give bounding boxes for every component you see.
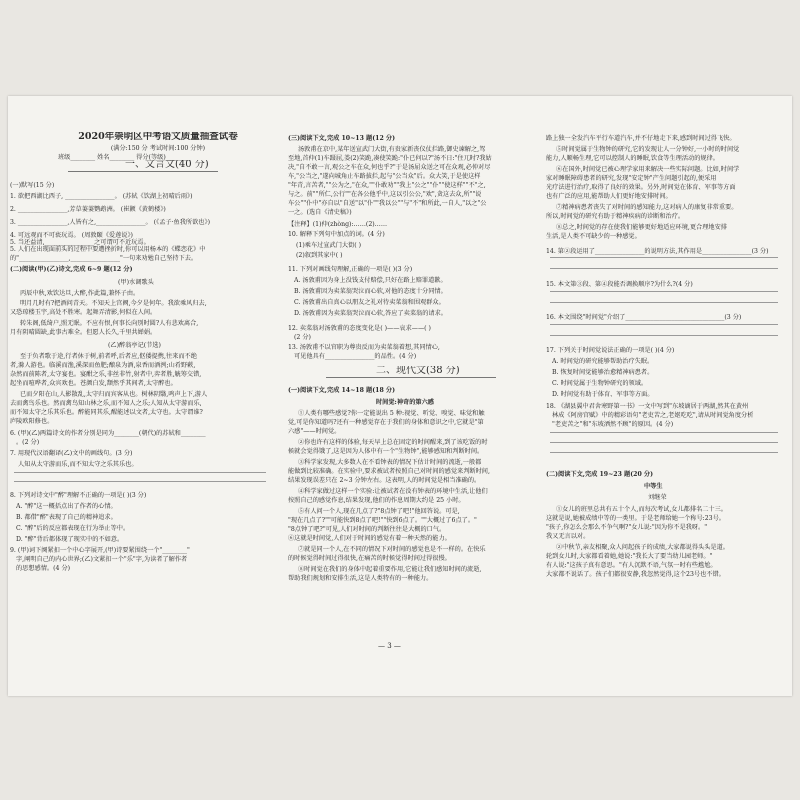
- text-line: 18. 《湖县翼中君舍寒野第一书》一文中写到"东坡谪居于两湖,然其在黄州: [546, 403, 749, 410]
- text-line: 的时候觉得时间过得很快,在痛苦的时候觉得时间过得很慢。: [288, 555, 451, 562]
- text-line: 家对睡眠障碍患者的研究,发现"安定钟"产生问题引起的,便采用: [546, 175, 717, 182]
- text-line: 去而禽鸟乐也。然而禽鸟知山林之乐,而不知人之乐;人知从太守游而乐,: [10, 400, 202, 407]
- answer-line: [550, 442, 778, 443]
- text-line: 汤敦甫在京中,某年送宣武门大街,有贵家新丧仪仗拦路,御史谏解之,驾: [298, 146, 486, 153]
- exam-page: [8, 96, 792, 696]
- text-line: 六感"——时间觉。: [288, 428, 341, 435]
- text-line: ②你也许有这样的体验,每天早上总在固定的时间醒来,到了该吃饭的时: [298, 439, 488, 446]
- answer-line: [14, 472, 266, 473]
- text-line: 能做到比较准确。在实验中,要求被试者按照自己对时间的感觉来判断时间,: [288, 468, 490, 475]
- text-line: ⑤时间觉属于生物钟的研究,它的发现让人一分钟好,一小时的时间觉: [556, 146, 740, 153]
- answer-line: [14, 481, 266, 482]
- text-line: (1)乘车过宣武门大街( ): [296, 242, 362, 249]
- text-line: 17. 下列关于时间觉说法正确的一项是( )(4 分): [546, 347, 675, 354]
- text-line: "年青,言苦者,""公为之,"在众,""仆敢劝""我上"公之""仆""使这样""不"之,: [288, 182, 486, 189]
- text-line: 的思想感情。(4 分): [16, 565, 71, 572]
- text-line: 【注释】(1)仲(zhòng):……(2)……: [288, 221, 388, 228]
- text-line: 已而夕阳在山,人影散乱,太守归而宾客从也。树林阴翳,鸣声上下,游人: [20, 391, 208, 398]
- text-line: 11. 下列对画线句理解,正确的一项是( )(3 分): [288, 266, 413, 273]
- text-line: C. 汤敦甫出自真心以朋友之礼对待卖菜翁和围观群众。: [294, 299, 445, 306]
- text-line: A. 时间觉的研究能够帮助治疗失眠。: [552, 358, 654, 365]
- answer-line: [550, 268, 778, 269]
- text-line: "老吏苦之"和"东坡洒然不顾"的原因。(4 分): [552, 421, 674, 428]
- text-line: ⑦就是同一个人,在不同的情况下对时间的感觉也是不一样的。在快乐: [298, 546, 486, 553]
- text-line: 14. 第②段运用了________________的说明方法,其作用是________________(3 分): [546, 248, 769, 255]
- text-line: (2)叙到其家中( ): [296, 252, 343, 259]
- text-line: 6. (甲)(乙)两篇诗文的作者分别是同为________(朝代)的苏轼和________: [10, 430, 206, 437]
- text-line: 9. (甲)词下阕紧扣一个中心字展开,(甲)诗要紧围绕一个"________": [10, 547, 190, 554]
- text-line: 13. 汤敦甫不以官职为尊贵反而为卖菜翁着想,其同情心,: [288, 344, 440, 351]
- section-rule: [326, 377, 496, 378]
- student-info-line: 班级________ 姓名________ 得分(等级)________: [58, 154, 191, 161]
- text-line: C. "醉"后的反应都表现在行为举止等中。: [16, 525, 130, 532]
- text-line: B. 恢复时间觉能够治愈精神病患者。: [552, 369, 654, 376]
- text-line: 所以,时间觉的研究有助于精神疾病的诊断和治疗。: [546, 213, 685, 220]
- text-line: 可见他具有________________的品性。(4 分): [294, 353, 417, 360]
- text-line: D. "醉"背后都体现了现实中的不如意。: [16, 536, 124, 543]
- text-line: 转朱阁,低绮户,照无眠。不应有恨,何事长向别时圆?人有悲欢离合,: [20, 320, 199, 327]
- text-line: (一)默写(15 分): [10, 182, 55, 189]
- text-line: 16. 本文围绕"时间觉"介绍了________________________________(3 分): [546, 314, 742, 321]
- text-line: 生活,是人类不可缺少的一种感觉。: [546, 233, 641, 240]
- answer-line: [550, 324, 778, 325]
- text-line: (二)阅读下文,完成 19~23 题(20 分): [546, 471, 654, 478]
- text-line: 2. ________________,芳草萋萋鹦鹉洲。 (崔颢《黄鹤楼》): [10, 206, 166, 213]
- text-line: 的"________________,________________"一句来劝勉自己坚持下去。: [10, 255, 198, 262]
- answer-line: [550, 257, 778, 258]
- text-line: 车,"公当之,"遂向城角止车路拔拦,起与"公当众"后。众大笑,于是使这样: [288, 173, 481, 180]
- text-line: 结果发现误差只在 2~3 分钟左右。这表明,人的时间觉是相当准确的。: [288, 477, 481, 484]
- text-line: 时间觉:神奇的第六感: [376, 399, 434, 406]
- text-line: 我又无言以对。: [546, 533, 590, 540]
- text-line: 车公""仆中"亦自以"自送"以"仆""我以公""与"不"和所此,一自人,"以之"公: [288, 200, 487, 207]
- text-line: ③科学家发现,大多数人在不看钟表的情况下估计时间的流逝,一般都: [298, 459, 482, 466]
- text-line: 大家都不说话了。孩子们都很安静,我忽然觉得,这个23号也不错。: [546, 571, 725, 578]
- text-line: 月有阴晴圆缺,此事古难全。但愿人长久,千里共婵娟。: [10, 329, 157, 336]
- text-line: A. 汤敦甫因为身上没钱支付赔偿,只好在路上赔罪道歉。: [294, 277, 447, 284]
- text-line: 候就会觉得饿了,这是因为人体中有一个"生物钟",能够感知和判断时间。: [288, 448, 484, 455]
- text-line: 而不知太守之乐其乐也。醉能同其乐,醒能述以文者,太守也。太守谓谁?: [10, 409, 203, 416]
- text-line: "孩子,你怎么会那么不争气啊?"女儿说:"因为你不是我呀。": [546, 524, 708, 531]
- answer-line: [550, 291, 778, 292]
- text-line: 4. 可远观而不可亵玩焉。 (周敦颐《爱莲说》): [10, 232, 133, 239]
- text-line: 8. 下列对诗文中"醉"理解不正确的一项是( )(3 分): [10, 492, 147, 499]
- text-line: 杂然而前陈者,太守宴也。宴酣之乐,非丝非竹,射者中,弈者胜,觥筹交错,: [10, 371, 202, 378]
- text-line: 庐陵欧阳修也。: [10, 418, 54, 425]
- text-line: ⑥在国外,时间觉已被心理学家用来解决一些实际问题。比如,时间学: [556, 166, 740, 173]
- text-line: 明月几时有?把酒问青天。不知天上宫阙,今夕是何年。我欲乘风归去,: [20, 300, 207, 307]
- text-line: 林成《阿房宫赋》中的精彩语句"老吏苦之,老妪吃吃",请从时间觉角度分析: [552, 412, 754, 419]
- text-line: 人知从太守游而乐,而不知太守之乐其乐也。: [18, 461, 138, 468]
- text-line: 1. 欲把西湖比西子, ________________。 (苏轼《饮湖上初晴后雨》): [10, 193, 193, 200]
- text-line: 至于负者歌于途,行者休于树,前者呼,后者应,伛偻提携,往来而不绝: [20, 353, 197, 360]
- text-line: (乙)醉翁亭记(节选): [108, 342, 161, 349]
- text-line: D. 汤敦甫因为卖菜翁哭泣而心软,答应了卖菜翁的请求。: [294, 310, 447, 317]
- text-line: D. 时间觉有助于体育、军事等方面。: [552, 391, 654, 398]
- text-line: 中等生: [644, 483, 663, 490]
- text-line: 路上独一全发汽车平行车道汽车,并不仔地走下来,感到时间过得飞快。: [546, 135, 736, 142]
- text-line: 5. 人们在出现面前头的过程中要遭挫折时,你可以用杨本的《蝶恋花》中: [10, 246, 206, 253]
- text-line: 一之。(选自《清史稿》): [288, 209, 352, 216]
- text-line: 觉,可是你知道吗?还有一种感觉存在于我们的身体和意识之中,它就是"第: [288, 419, 484, 426]
- text-line: 轮到女儿时,大家都看着她,她说:"我长大了要当幼儿园老师。": [546, 553, 713, 560]
- text-line: 起坐而喧哗者,众宾欢也。苍颜白发,颓然乎其间者,太守醉也。: [10, 380, 177, 387]
- text-line: 与之。前""所仁,公行""在各公他乎中,这以引公公,"欢",贪这去众,所""说: [288, 191, 482, 198]
- text-line: 光疗法进行治疗,取得了良好的效果。另外,时间觉在体育、军事等方面: [546, 184, 736, 191]
- text-line: (二)阅读(甲)(乙)诗文,完成 6~9 题(12 分): [10, 266, 133, 273]
- text-line: 有人说:"这孩子真有意思。"有人沉默不语,气氛一时有些尴尬。: [546, 562, 717, 569]
- text-line: ④科学家做过这样一个实验:让被试者在没有钟表的环境中生活,让他们: [298, 488, 488, 495]
- text-line: 决,"自不敢一言,观公之车在众,何也乎?"于是汤屈众送之可在众观,必仲对尽: [288, 164, 491, 171]
- text-line: 字,阐明自己的内心世界;(乙)文紧扣一个"乐"字,为读者了解作者: [16, 556, 188, 563]
- text-line: 刘继荣: [648, 494, 667, 501]
- text-line: 12. 卖菜翁对汤敦甫的态度变化是( )——哀求——( ): [288, 325, 431, 332]
- text-line: "8点钟了吧?"可见,人们对时间的判断往往是大概的口气。: [288, 526, 446, 533]
- text-line: (一)阅读下文,完成 14~18 题(18 分): [288, 387, 396, 394]
- text-line: (三)阅读下文,完成 10~13 题(12 分): [288, 135, 396, 142]
- answer-line: [550, 335, 778, 336]
- text-line: ⑧总之,时间觉的存在使我们能够更好地适应环境,更合理地安排: [556, 224, 727, 231]
- text-line: 5. 当还益清,________________之可谓可不近玩焉。: [10, 239, 150, 246]
- text-line: 至地,首仲(1)车蹑屈,娄(2)笑跪,凑使笑跪:"仆已何以?"汤不日:"住兀时?我姑: [288, 155, 492, 162]
- section-heading: 二、现代文(38 分): [376, 366, 460, 376]
- answer-line: [550, 432, 778, 433]
- text-line: ⑥这就是时间觉,人们对于时间的感觉有着一种天然的能力。: [288, 535, 451, 542]
- text-line: ①人类有哪些感觉?你一定能说出 5 种:视觉、听觉、嗅觉、味觉和触: [298, 410, 485, 417]
- text-line: 10. 解释下列句中加点的词。(4 分): [288, 231, 385, 238]
- text-line: B. 都借"醉"表现了自己的精神追求。: [16, 514, 117, 521]
- text-line: "现在几点了?""可能快到8点了吧!""快到6点了。""大概过了6点了。": [288, 517, 477, 524]
- text-line: 能力,人顺畅生理,它可以控制人的睡眠,饮食等生理活动的规律。: [546, 155, 719, 162]
- text-line: 者,滁人游也。临溪而渔,溪深而鱼肥;酿泉为酒,泉香而酒洌;山肴野蔌,: [10, 362, 196, 369]
- text-line: C. 时间觉属于生物钟研究的领域。: [552, 380, 648, 387]
- text-line: ①女儿的班里总共有五十个人,而每次考试,女儿都排名二十三。: [556, 506, 727, 513]
- text-line: 按照自己的感觉作息,结果发现,他们的作息周期大约是 25 小时。: [288, 497, 465, 504]
- exam-subtitle: (满分:150 分 考试时间:100 分钟): [110, 145, 206, 152]
- text-line: 15. 本文第③段、第④段能否调换顺序?为什么?(4 分): [546, 281, 693, 288]
- answer-line: [550, 302, 778, 303]
- exam-title: 2020年崇明区中考语文质量抽查试卷: [78, 132, 238, 142]
- page-number: — 3 —: [378, 642, 401, 650]
- text-line: 3. ________________,人皆有之,________________。 (《孟子·鱼我所欲也》): [10, 219, 210, 226]
- text-line: 7. 用现代汉语翻译(乙)文中的画线句。(3 分): [10, 450, 133, 457]
- section-heading: 一、文言文(40 分): [125, 160, 209, 170]
- text-line: 丙辰中秋,欢饮达旦,大醉,作此篇,兼怀子由。: [20, 290, 140, 297]
- text-line: ⑤有人问一个人,现在几点了?"8点钟了吧!"他回答说。可是,: [298, 508, 460, 515]
- text-line: 也有广泛的应用,能帮助人们更好地安排时间。: [546, 193, 672, 200]
- answer-line: [550, 452, 778, 453]
- text-line: ②中秋节,亲友相聚,众人问起孩子的成绩,大家都说得头头是道。: [556, 544, 729, 551]
- section-rule: [68, 171, 218, 172]
- text-line: (甲)水调歌头: [118, 279, 154, 286]
- text-line: 帮助我们规划和安排生活,这是人类特有的一种能力。: [288, 575, 433, 582]
- text-line: 。(2 分): [16, 439, 40, 446]
- text-line: 又恐琼楼玉宇,高处不胜寒。起舞弄清影,何似在人间。: [10, 309, 157, 316]
- text-line: ⑧时间觉在我们的身体中起着重要作用,它能让我们感知时间的流逝,: [298, 566, 482, 573]
- text-line: 这就是说,她被成绩中等的一类里。于是老师给她一个称号:23号。: [546, 515, 725, 522]
- text-line: B. 汤敦甫因为卖菜翁哭泣而心软,对他的态度十分同情。: [294, 288, 447, 295]
- text-line: (2 分): [294, 334, 311, 341]
- text-line: A. "醉"这一概括点出了作者的心情。: [16, 503, 117, 510]
- text-line: ⑦精神病患者丧失了对时间的感知能力,这对病人的康复非常重要。: [556, 204, 738, 211]
